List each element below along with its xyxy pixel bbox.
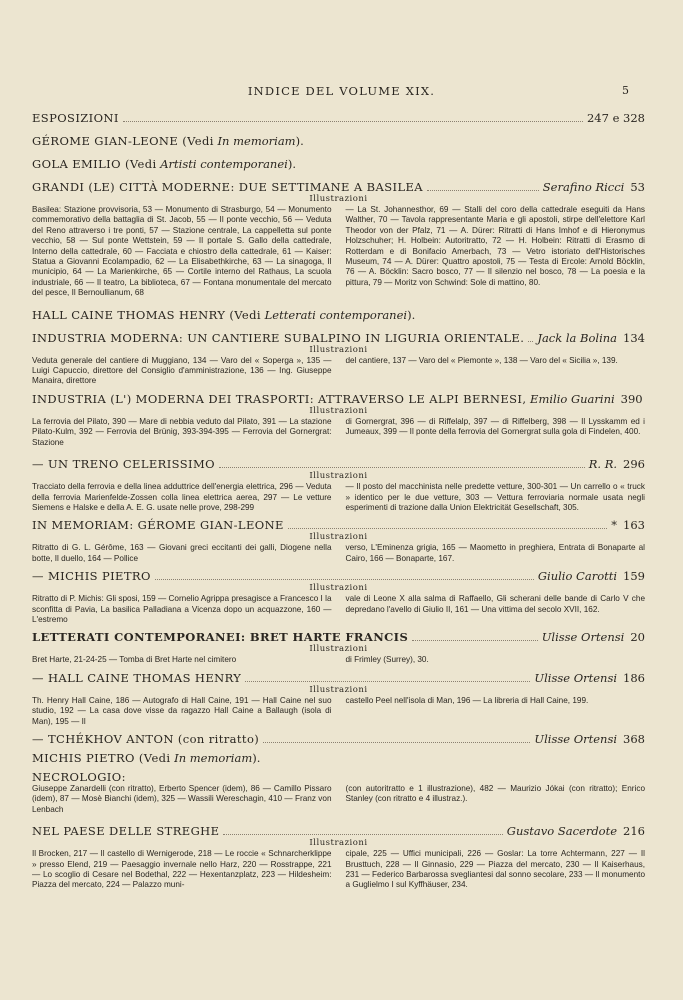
- entry-author: Ulisse Ortensi: [541, 630, 625, 645]
- entry-page: 390: [620, 391, 643, 406]
- entry-industria-cantiere: [32, 331, 645, 345]
- entry-reference: In memoriam: [174, 750, 253, 765]
- illustrations-col-left: Basilea: Stazione provvisoria, 53 — Monumento di Strasburgo, 54 — Monumento commemorativo della battaglia di St. Jacob, 55 — Il ponte vecchio, 56 — Veduta del Reno attraverso i tre ponti, 57 — Stazione centrale, La cappelletta sul ponte vecchio, 58 — Sul ponte Wettstein, 59 — Il portale S. Gallo della cattedrale, Interno della cattedrale, 60 — Facciata e chiostro della cattedrale, 61 — Kaiser: Statua a Giovanni Ecolampadio, 62 — La Elisabethkirche, 63 — La sinagoga, Il municipio, 64 — La Marienkirche, 65 — Cortile interno del Rathaus, La scuola industriale, 66 — Il teatro, La biblioteca, 67 — Fontana monumentale del mercato del pesce, Il Bernoullianum, 68: [32, 205, 332, 298]
- illustrations-col-right: castello Peel nell'isola di Man, 196 — La libreria di Hall Caine, 199.: [345, 695, 589, 705]
- entry-title: GOLA EMILIO (Vedi: [32, 157, 157, 171]
- dot-leader: [528, 332, 533, 342]
- illustrations-columns: [32, 849, 645, 891]
- illustrations-col-right: di Frimley (Surrey), 30.: [345, 655, 429, 665]
- entry-paese-streghe: [32, 824, 645, 838]
- entry-author: Ulisse Ortensi: [534, 670, 618, 685]
- entry-title: — UN TRENO CELERISSIMO: [32, 457, 215, 472]
- necrologio-col-right: (con autoritratto e 1 illustrazione), 482 — Maurizio Jókai (con ritratto); Enrico Stanley (con ritratto e 4 illustraz.).: [345, 783, 645, 804]
- entry-page: 163: [623, 518, 645, 533]
- illustrations-label: Illustrazioni: [309, 405, 368, 416]
- illustrations-col-right: — La St. Johannesthor, 69 — Stalli del coro della cattedrale eseguiti da Hans Walther, 70 — Tavola rappresentante Maria e gli apostoli, stirpe dell'elettore Karl Theodor von der Pfalz, 71 — A. Dürer: Ritratti di Hans Imhof e di Hieronymus Holzschuher; H. Holbein: Autoritratto, 72 — H. Holbein: Ritratti di Erasmo di Rotterdam e di Bonifacio Amerbach, 73 — Vetro istoriato dell'Historisches Museum, 74 — A. Dürer: Quattro apostoli, 75 — Testa di Ercole: Arnold Böcklin, 76 — A. Böcklin: Sacro bosco, 77 — Il silenzio nel bosco, 78 — La poesia e la pittura, 79 — Moritz von Schwind: Sole di mattino, 80.: [345, 205, 645, 287]
- dot-leader: [219, 458, 585, 468]
- dot-leader: [263, 733, 530, 743]
- entry-pages: 247 e 328: [586, 111, 645, 125]
- entry-grandi-citta: [32, 180, 645, 194]
- entry-title: — TCHÉKHOV ANTON (con ritratto): [32, 731, 260, 746]
- illustrations-label: Illustrazioni: [309, 194, 368, 204]
- illustrations-columns: [32, 543, 645, 564]
- entry-industria-trasporti: [32, 392, 645, 406]
- entry-page: 134: [623, 330, 645, 345]
- illustrations-col-left: Bret Harte, 21-24-25 — Tomba di Bret Harte nel cimitero: [32, 655, 237, 665]
- entry-michis-ref: [32, 751, 645, 765]
- entry-title: GÉROME GIAN-LEONE (Vedi: [32, 134, 214, 148]
- entry-reference: Letterati contemporanei: [264, 307, 408, 322]
- entry-title: IN MEMORIAM: GÉROME GIAN-LEONE: [32, 518, 284, 533]
- dot-leader: [123, 112, 583, 122]
- necrologio-columns: [32, 784, 645, 815]
- entry-necrologio: [32, 770, 645, 784]
- illustrations-label: Illustrazioni: [309, 838, 368, 849]
- entry-title: ESPOSIZIONI: [32, 111, 119, 125]
- entry-title: — MICHIS PIETRO: [32, 569, 151, 584]
- dot-leader: [223, 825, 502, 835]
- entry-author: Jack la Bolina: [537, 330, 618, 345]
- index-content: [32, 111, 645, 891]
- illustrations-label: Illustrazioni: [309, 583, 368, 594]
- entry-hall-caine: [32, 671, 645, 685]
- entry-letterati-harte: [32, 630, 645, 644]
- entry-tail: ).: [295, 134, 304, 148]
- illustrations-col-left: La ferrovia del Pilato, 390 — Mare di nebbia veduto dal Pilato, 391 — La stazione Pilato-Kulm, 392 — Ferrovia del Brünig, 393-394-395 — Ferrovia del Gornergrat: Stazione: [32, 416, 332, 447]
- entry-title: MICHIS PIETRO (Vedi: [32, 750, 171, 765]
- illustrations-col-left: Tracciato della ferrovia e della linea adduttrice dell'energia elettrica, 296 — Veduta della ferrovia Marienfelde-Zossen colla linea elettrica aerea, 297 — Le vetture Siemens e Halske e della A. E. G. usate nelle prove, 298-299: [32, 482, 332, 512]
- entry-title: INDUSTRIA MODERNA: UN CANTIERE SUBALPINO IN LIGURIA ORIENTALE.: [32, 330, 525, 345]
- illustrations-label: Illustrazioni: [309, 344, 368, 355]
- entry-page: 296: [623, 457, 645, 472]
- entry-in-memoriam: [32, 518, 645, 532]
- entry-title: GRANDI (LE) CITTÀ MODERNE: DUE SETTIMANE A BASILEA: [32, 180, 423, 194]
- illustrations-col-left: Veduta generale del cantiere di Muggiano, 134 — Varo del « Soperga », 135 — Luigi Capuccio, direttore del Consiglio d'amministrazione, 136 — Ing. Giuseppe Manaira, direttore: [32, 355, 332, 386]
- entry-gerome: [32, 134, 645, 148]
- illustrations-col-left: Th. Henry Hall Caine, 186 — Autografo di Hall Caine, 191 — Hall Caine nel suo studio, 192 — La casa dove visse da ragazzo Hall Caine a Ballaugh (isola di Man), 195 — Il: [32, 695, 332, 726]
- entry-tchekhov: [32, 732, 645, 746]
- entry-page: 53: [630, 180, 645, 194]
- illustrations-label: Illustrazioni: [309, 644, 368, 655]
- entry-title: INDUSTRIA (L') MODERNA DEI TRASPORTI: ATTRAVERSO LE ALPI BERNESI,: [32, 391, 527, 406]
- dot-leader: [155, 570, 534, 580]
- entry-title: LETTERATI CONTEMPORANEI: BRET HARTE FRANCIS: [32, 630, 409, 645]
- illustrations-col-left: Ritratto di G. L. Gérôme, 163 — Giovani greci eccitanti dei galli, Diogene nella botte, Il duello, 164 — Pollice: [32, 543, 332, 563]
- entry-reference: In memoriam: [217, 134, 296, 148]
- illustrations-label: Illustrazioni: [309, 471, 368, 482]
- entry-esposizioni: [32, 111, 645, 125]
- page-number: 5: [622, 84, 629, 97]
- illustrations-columns: [32, 356, 645, 387]
- illustrations-label: Illustrazioni: [309, 532, 368, 543]
- running-head: INDICE DEL VOLUME XIX.: [247, 84, 436, 98]
- entry-gola: [32, 157, 645, 171]
- entry-author: R. R.: [588, 457, 618, 472]
- entry-page: 186: [623, 670, 645, 685]
- entry-title: HALL CAINE THOMAS HENRY (Vedi: [32, 307, 261, 322]
- entry-michis: [32, 569, 645, 583]
- entry-author: *: [611, 518, 618, 533]
- entry-author: Giulio Carotti: [537, 569, 618, 584]
- illustrations-col-right: del cantiere, 137 — Varo del « Piemonte », 138 — Varo del « Sicilia », 139.: [345, 355, 618, 365]
- necrologio-col-left: Giuseppe Zanardelli (con ritratto), Erberto Spencer (idem), 86 — Camillo Pissaro (idem), 87 — Mosè Bianchi (idem), 325 — Wassili Wereschagin, 410 — Franz von Lenbach: [32, 783, 332, 814]
- entry-reference: Artisti contemporanei: [160, 157, 288, 171]
- dot-leader: [427, 181, 539, 191]
- entry-title: NEL PAESE DELLE STREGHE: [32, 824, 220, 839]
- dot-leader: [245, 672, 530, 682]
- illustrations-col-right: di Gornergrat, 396 — di Riffelalp, 397 — di Riffelberg, 398 — Il Lysskamm ed i Jumeaux, 399 — Il ponte della ferrovia del Gornergrat sulla gola di Findelen, 400.: [345, 416, 645, 437]
- illustrations-col-right: verso, L'Eminenza grigia, 165 — Maometto in preghiera, Entrata di Bonaparte al Cairo, 166 — Bonaparte, 167.: [345, 543, 645, 563]
- entry-tail: ).: [287, 157, 296, 171]
- entry-hall-caine-ref: [32, 308, 645, 322]
- illustrations-col-right: cipale, 225 — Uffici municipali, 226 — Goslar: La torre Achtermann, 227 — Il Brusttuch, 228 — Il Ginnasio, 229 — Piazza del mercato, 230 — Il Kaiserhaus, 231 — Federico Barbarossa svegliantesi dal sonno secolare, 233 — Il monumento a Guglielmo I sul Kyffhäuser, 234.: [345, 849, 645, 890]
- illustrations-col-right: vale di Leone X alla salma di Raffaello, Gli scherani delle bande di Carlo V che depredano l'avello di Giulio II, 161 — Una vittima del secolo XVII, 162.: [345, 594, 645, 614]
- entry-author: Serafino Ricci: [542, 180, 625, 194]
- illustrations-columns: [32, 696, 645, 727]
- entry-author: Ulisse Ortensi: [534, 731, 618, 746]
- illustrations-col-left: Il Brocken, 217 — Il castello di Wernigerode, 218 — Le roccie « Schnarcherklippe » presso Elend, 219 — Paesaggio invernale nello Harz, 220 — Rosstrappe, 221 — Lo scoglio di Cesare nel Bodethal, 222 — Hexentanzplatz, 223 — Hildesheim: Piazza del mercato, 224 — Palazzo muni-: [32, 849, 332, 890]
- illustrations-col-left: Ritratto di P. Michis: Gli sposi, 159 — Cornelio Agrippa presagisce a Francesco I la sconfitta di Pavia, La basilica Palladiana a Vicenza dopo un acquazzone, 160 — L'estremo: [32, 594, 332, 624]
- entry-page: 368: [623, 731, 645, 746]
- entry-title: NECROLOGIO:: [32, 769, 126, 784]
- illustrations-columns: [32, 655, 645, 665]
- dot-leader: [288, 519, 607, 529]
- illustrations-columns: [32, 594, 645, 625]
- illustrations-columns: [32, 417, 645, 448]
- illustrations-col-right: — Il posto del macchinista nelle predette vetture, 300-301 — Un carrello o « truck » identico per le due vetture, 303 — Vettura ferroviaria normale usata negli esperimenti di trazione dalla Union Elektricität Gesellschaft, 305.: [345, 482, 645, 512]
- entry-title: — HALL CAINE THOMAS HENRY: [32, 670, 242, 685]
- entry-treno-celerissimo: [32, 457, 645, 471]
- entry-page: 159: [623, 569, 645, 584]
- entry-page: 216: [623, 824, 645, 839]
- entry-tail: ).: [252, 750, 261, 765]
- illustrations-label: Illustrazioni: [309, 684, 368, 695]
- entry-author: Gustavo Sacerdote: [506, 824, 618, 839]
- illustrations-columns: [32, 482, 645, 513]
- entry-page: 20: [630, 630, 645, 645]
- illustrations-columns: [32, 205, 645, 299]
- entry-author: Emilio Guarini: [530, 391, 615, 406]
- entry-tail: ).: [407, 307, 416, 322]
- dot-leader: [412, 631, 538, 641]
